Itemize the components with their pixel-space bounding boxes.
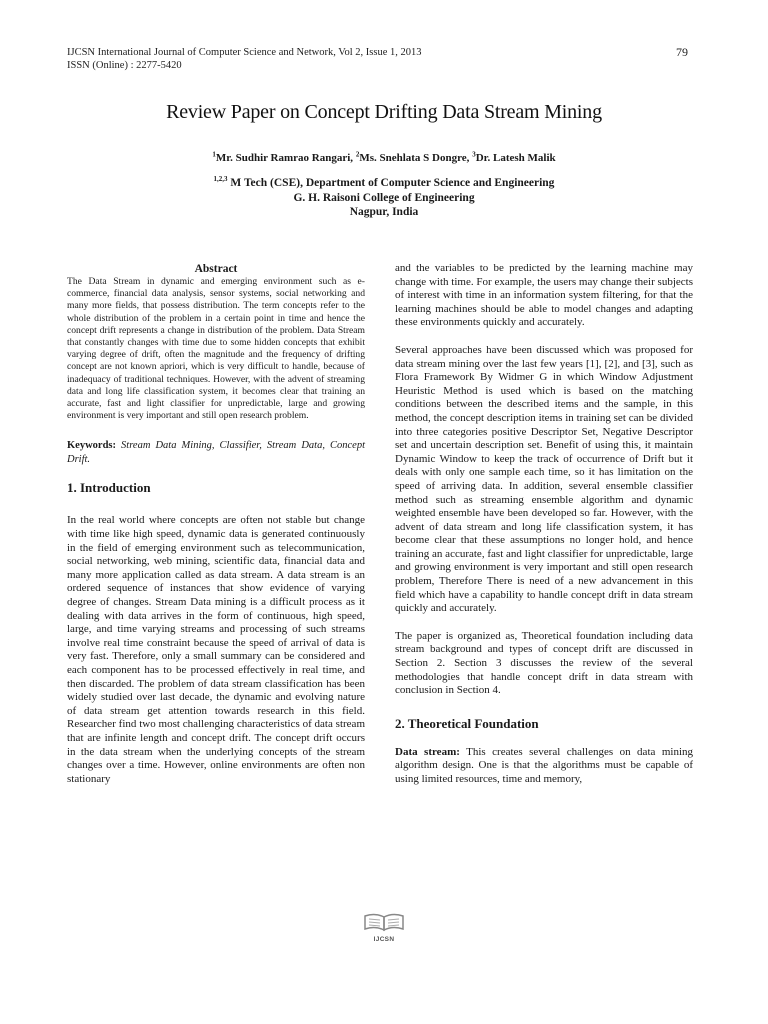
affiliation-dept: M Tech (CSE), Department of Computer Science and Engineering <box>227 177 555 189</box>
keywords-label: Keywords: <box>67 440 116 452</box>
data-stream-label: Data stream: <box>395 745 460 758</box>
issn-line: ISSN (Online) : 2277-5420 <box>67 60 182 71</box>
left-column <box>67 262 365 786</box>
right-paragraph-2: Several approaches have been discussed which was proposed for data stream mining over the last few years [1], [2], and [3], such as Flora Framework By Widmer G in which Window Adjustment Heuristic Method is used which is based on the matching conditions between the described items and the sample, in this method, the concept description items in training set can be divided into three categories positive Descriptor Set, Negative Descriptor set and uncertain description set. Benefit of using this, it maintain Dynamic Window to keep the track of occurrence of Drift but it deals with only one sample each time, so it has limitation on the speed of arriving data. In addition, several ensemble classifier method such as streaming ensemble algorithm and dynamic weighted ensemble have been developed so far. However, with the advent of data stream and long life classification system, it has become clear that these assumptions no longer hold, and hence training an accurate, fast and light classifier for unpredictable, large and growing environment is very important and still open research problem, Therefore There is need of a new advancement in this field which have a capability to handle concept drift in data stream quickly and accurately. <box>395 343 693 615</box>
right-paragraph-1: and the variables to be predicted by the learning machine may change with time. For example, the users may change their subjects of interest with time in an information system filtering, for that the learning machines should be able to model changes and adapting these environments quickly and accurately. <box>395 262 693 329</box>
journal-header-line: IJCSN International Journal of Computer Science and Network, Vol 2, Issue 1, 2013 <box>67 47 422 58</box>
affiliation-line-1 <box>0 176 768 191</box>
keywords <box>67 439 365 466</box>
journal-logo <box>356 912 412 943</box>
affiliation-line-3: Nagpur, India <box>349 206 419 218</box>
author-2-sup: 2 <box>355 150 360 159</box>
introduction-paragraph: In the real world where concepts are often not stable but change with time like high speed, dynamic data is generated continuously in the field of emerging environment such as telecommunication, social networking, web mining, scientific data, financial data and many more application called as data stream. A data stream is an ordered sequence of instances that show evidence of varying degree of changes. Stream Data mining is a difficult process as it dealing with data arrives in the form of continuous, high speed, large, and time varying streams and processing of such streams involve real time constraint because the speed of arrival of data is very fast. Therefore, only a small summary can be considered and each component has to be processed effectively in real time, and then discarded. The problem of data stream classification has been widely studied over last decade, the dynamic and evolving nature of data stream get attention towards research in this field. Researcher find two most challenging characteristics of data stream that are infinite length and concept drift. The concept drift occurs in the data stream when the underlying concepts of the stream changes over a time. However, online environments are often non stationary <box>67 514 365 785</box>
data-stream-paragraph <box>395 746 693 787</box>
author-1-sup: 1 <box>212 150 216 159</box>
page-number: 79 <box>676 45 688 59</box>
author-line <box>0 151 768 165</box>
paper-title: Review Paper on Concept Drifting Data Stream Mining <box>166 101 602 123</box>
book-icon <box>362 912 406 934</box>
author-2-name: Ms. Snehlata S Dongre, <box>359 152 473 164</box>
keywords-text: Stream Data Mining, Classifier, Stream Data, Concept Drift. <box>67 440 365 465</box>
logo-label: IJCSN <box>373 936 395 943</box>
affiliation-sup: 1,2,3 <box>213 175 228 184</box>
affiliation-block <box>0 176 768 220</box>
author-3-name: Dr. Latesh Malik <box>475 152 556 164</box>
introduction-heading: 1. Introduction <box>67 480 151 496</box>
right-paragraph-3: The paper is organized as, Theoretical foundation including data stream background and types of concept drift are discussed in Section 2. Section 3 discusses the review of the several methodologies that handle concept drift in data stream with conclusion in Section 4. <box>395 629 693 697</box>
author-1-name: Mr. Sudhir Ramrao Rangari, <box>215 152 356 164</box>
affiliation-line-2: G. H. Raisoni College of Engineering <box>293 191 475 204</box>
abstract-text: The Data Stream in dynamic and emerging environment such as e-commerce, financial data analysis, sensor systems, social networking and many more fields, that possess distribution. The term concepts refer to the whole distribution of the problem in a certain point in time and hence the concept drift represents a change in distribution of the problem. Data Stream that constantly changes with time due to some hidden concepts that exhibit varying degree of drift, often the magnitude and the frequency of drifting concept are not known apriori, which is very difficult to handle, because of inadequacy of traditional techniques. However, with the advent of streaming data and long life classification system, it becomes clear that training an accurate, fast and light classifier for unpredictable, large and growing environment is very important and still open research problem. <box>67 276 365 422</box>
data-stream-text: This creates several challenges on data mining algorithm design. One is that the algorithms must be capable of using limited resources, time and memory, <box>395 745 693 785</box>
author-3-sup: 3 <box>472 150 476 159</box>
theoretical-foundation-heading: 2. Theoretical Foundation <box>395 715 539 731</box>
abstract-heading: Abstract <box>194 263 238 275</box>
right-column <box>395 262 693 787</box>
